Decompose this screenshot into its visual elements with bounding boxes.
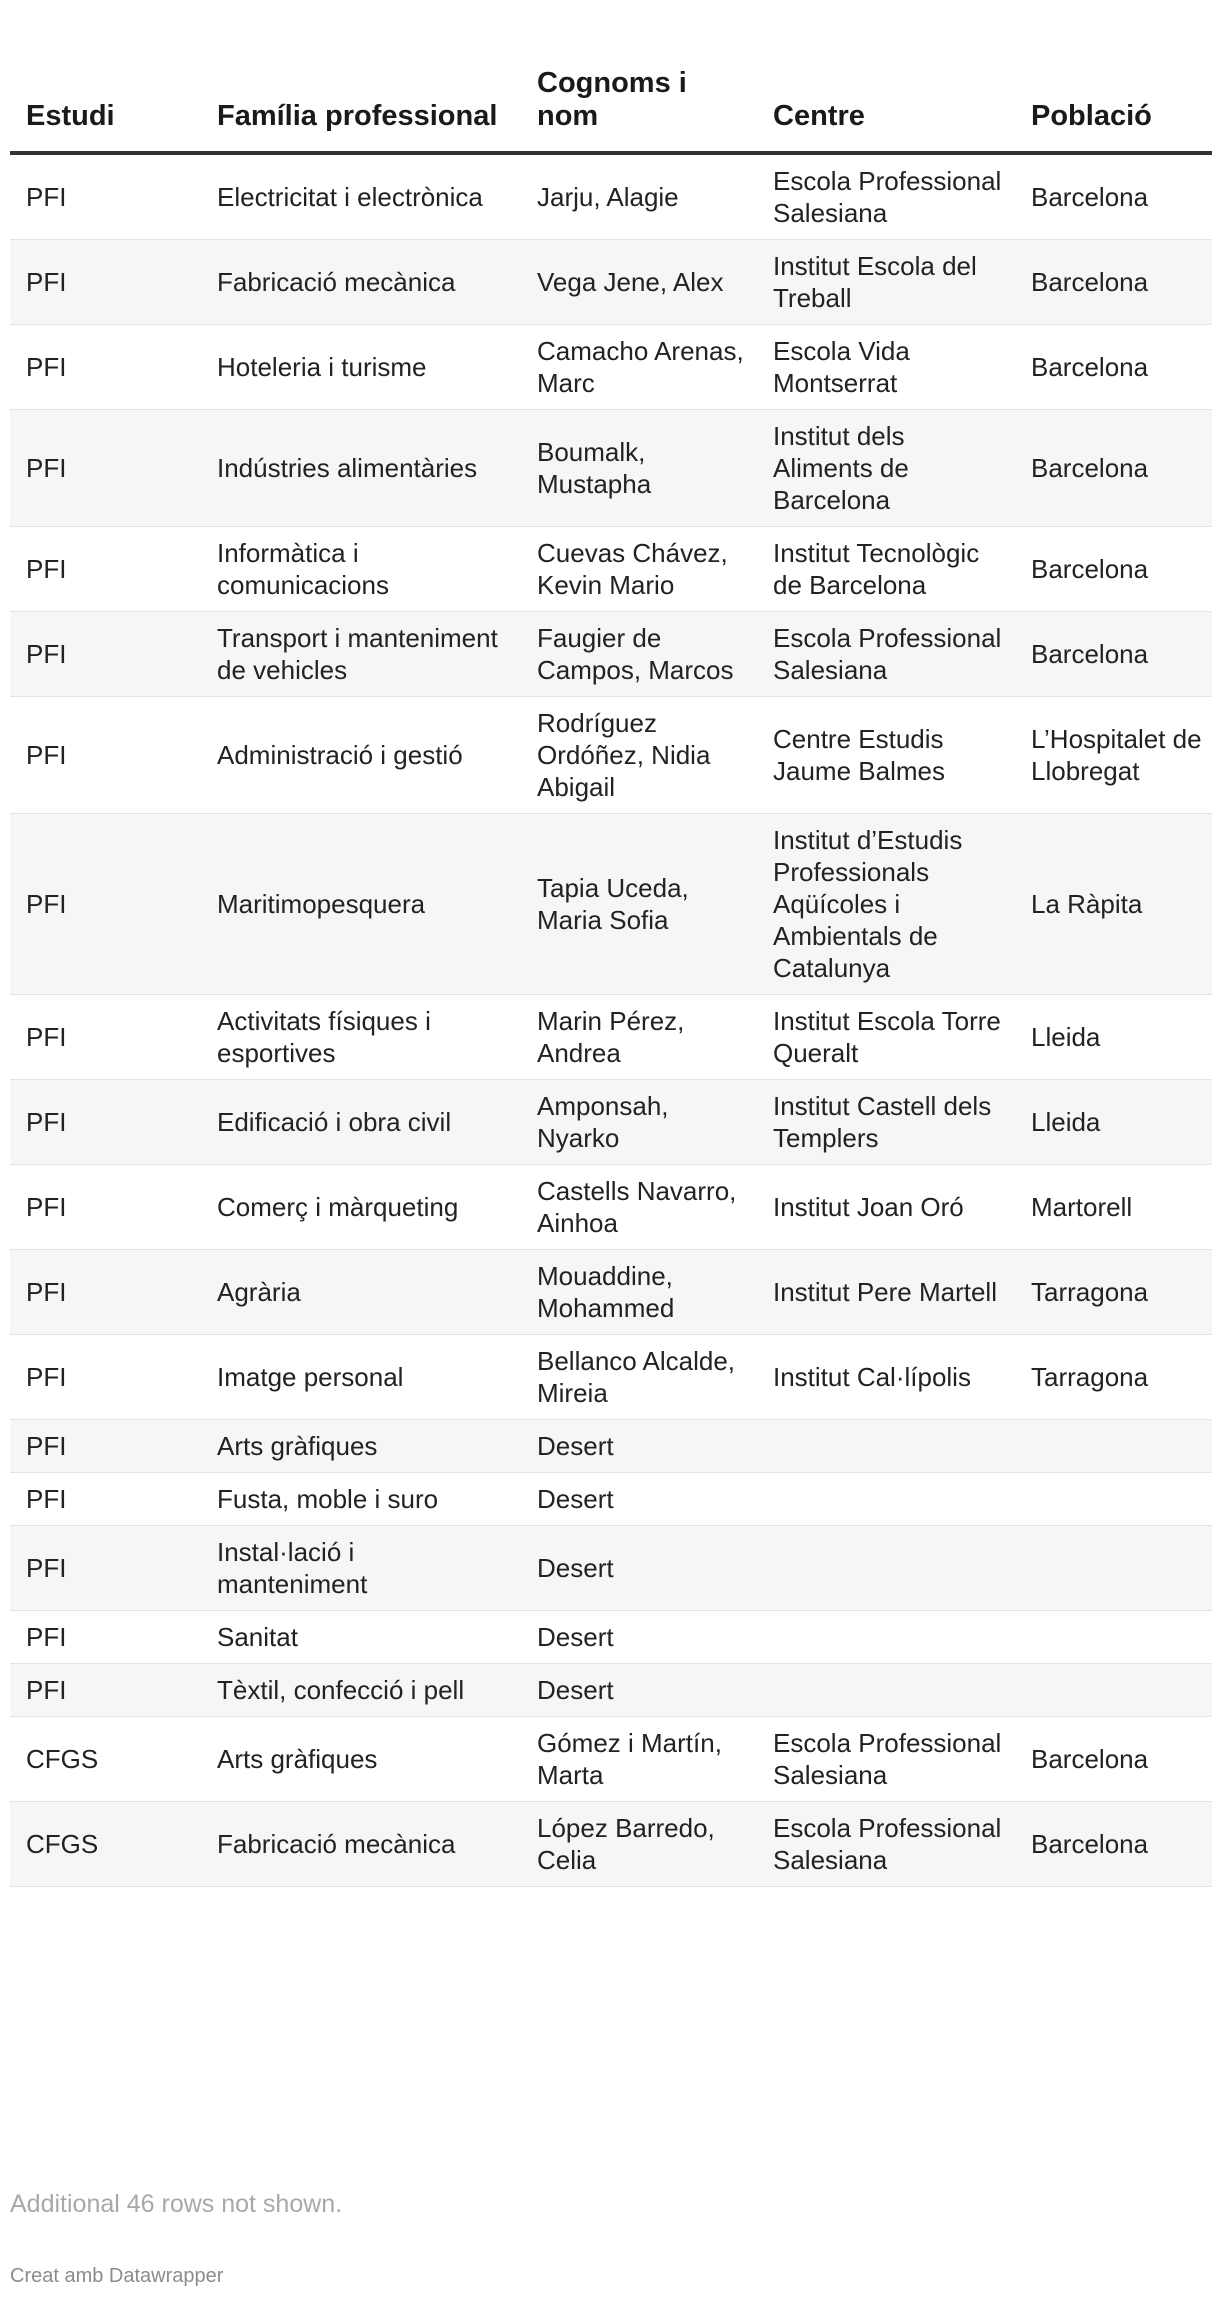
cell-estudi: PFI — [10, 240, 201, 325]
cell-cognoms: Camacho Arenas, Marc — [521, 325, 757, 410]
table-row — [10, 1526, 1212, 1611]
cell-familia: Fabricació mecànica — [201, 240, 521, 325]
cell-estudi: PFI — [10, 153, 201, 240]
cell-poblacio: Barcelona — [1015, 153, 1212, 240]
cell-familia: Arts gràfiques — [201, 1717, 521, 1802]
cell-familia: Administració i gestió — [201, 697, 521, 814]
table-row — [10, 995, 1212, 1080]
cell-poblacio: Barcelona — [1015, 1717, 1212, 1802]
cell-estudi: PFI — [10, 1526, 201, 1611]
cell-estudi: CFGS — [10, 1717, 201, 1802]
table-row — [10, 240, 1212, 325]
cell-centre — [757, 1420, 1015, 1473]
cell-estudi: PFI — [10, 1664, 201, 1717]
table-row — [10, 1611, 1212, 1664]
cell-familia: Fabricació mecànica — [201, 1802, 521, 1887]
cell-cognoms: Desert — [521, 1611, 757, 1664]
table-row — [10, 1080, 1212, 1165]
cell-centre: Escola Professional Salesiana — [757, 153, 1015, 240]
table-row — [10, 1250, 1212, 1335]
cell-familia: Comerç i màrqueting — [201, 1165, 521, 1250]
cell-poblacio: Lleida — [1015, 995, 1212, 1080]
cell-centre — [757, 1526, 1015, 1611]
cell-centre: Institut dels Aliments de Barcelona — [757, 410, 1015, 527]
cell-centre: Escola Professional Salesiana — [757, 1802, 1015, 1887]
cell-cognoms: Tapia Uceda, Maria Sofia — [521, 814, 757, 995]
cell-poblacio: Lleida — [1015, 1080, 1212, 1165]
credit-text: Creat amb Datawrapper — [10, 2265, 224, 2287]
cell-familia: Fusta, moble i suro — [201, 1473, 521, 1526]
cell-familia: Arts gràfiques — [201, 1420, 521, 1473]
cell-estudi: PFI — [10, 1165, 201, 1250]
cell-familia: Transport i manteniment de vehicles — [201, 612, 521, 697]
cell-estudi: PFI — [10, 697, 201, 814]
column-header-centre[interactable]: Centre — [757, 0, 1015, 153]
cell-centre: Institut Pere Martell — [757, 1250, 1015, 1335]
cell-poblacio: Barcelona — [1015, 1802, 1212, 1887]
cell-estudi: PFI — [10, 1250, 201, 1335]
cell-cognoms: Castells Navarro, Ainhoa — [521, 1165, 757, 1250]
table-row — [10, 1802, 1212, 1887]
cell-centre — [757, 1611, 1015, 1664]
cell-centre: Institut Cal·lípolis — [757, 1335, 1015, 1420]
table-row — [10, 612, 1212, 697]
cell-centre: Centre Estudis Jaume Balmes — [757, 697, 1015, 814]
cell-centre: Institut Escola Torre Queralt — [757, 995, 1015, 1080]
cell-cognoms: Boumalk, Mustapha — [521, 410, 757, 527]
column-header-poblacio[interactable]: Població — [1015, 0, 1212, 153]
table-container — [10, 0, 1212, 1887]
cell-centre: Escola Vida Montserrat — [757, 325, 1015, 410]
cell-familia: Electricitat i electrònica — [201, 153, 521, 240]
table-row — [10, 1717, 1212, 1802]
table-row — [10, 814, 1212, 995]
cell-poblacio — [1015, 1526, 1212, 1611]
table-row — [10, 325, 1212, 410]
cell-estudi: PFI — [10, 995, 201, 1080]
header-row — [10, 0, 1212, 153]
table-row — [10, 1165, 1212, 1250]
cell-poblacio — [1015, 1473, 1212, 1526]
cell-familia: Maritimopesquera — [201, 814, 521, 995]
cell-familia: Informàtica i comunicacions — [201, 527, 521, 612]
cell-cognoms: Desert — [521, 1420, 757, 1473]
cell-familia: Activitats físiques i esportives — [201, 995, 521, 1080]
cell-centre: Institut Joan Oró — [757, 1165, 1015, 1250]
cell-poblacio: Barcelona — [1015, 240, 1212, 325]
cell-cognoms: Jarju, Alagie — [521, 153, 757, 240]
table-row — [10, 1664, 1212, 1717]
cell-estudi: PFI — [10, 1335, 201, 1420]
cell-cognoms: Desert — [521, 1473, 757, 1526]
cell-poblacio: Barcelona — [1015, 527, 1212, 612]
cell-poblacio — [1015, 1420, 1212, 1473]
cell-poblacio — [1015, 1611, 1212, 1664]
cell-cognoms: Faugier de Campos, Marcos — [521, 612, 757, 697]
cell-familia: Imatge personal — [201, 1335, 521, 1420]
column-header-cognoms[interactable]: Cognoms i nom — [521, 0, 757, 153]
cell-cognoms: Gómez i Martín, Marta — [521, 1717, 757, 1802]
cell-poblacio: Barcelona — [1015, 325, 1212, 410]
cell-centre: Institut d’Estudis Professionals Aqüícoles i Ambientals de Catalunya — [757, 814, 1015, 995]
cell-estudi: PFI — [10, 1611, 201, 1664]
cell-estudi: PFI — [10, 527, 201, 612]
cell-centre: Institut Escola del Treball — [757, 240, 1015, 325]
table-body — [10, 153, 1212, 1887]
cell-cognoms: López Barredo, Celia — [521, 1802, 757, 1887]
table-row — [10, 697, 1212, 814]
cell-estudi: PFI — [10, 410, 201, 527]
cell-poblacio: Barcelona — [1015, 410, 1212, 527]
cell-familia: Edificació i obra civil — [201, 1080, 521, 1165]
table-row — [10, 1473, 1212, 1526]
cell-familia: Hoteleria i turisme — [201, 325, 521, 410]
cell-estudi: PFI — [10, 1420, 201, 1473]
cell-cognoms: Vega Jene, Alex — [521, 240, 757, 325]
cell-cognoms: Cuevas Chávez, Kevin Mario — [521, 527, 757, 612]
cell-estudi: PFI — [10, 325, 201, 410]
cell-poblacio — [1015, 1664, 1212, 1717]
cell-familia: Agrària — [201, 1250, 521, 1335]
cell-familia: Instal·lació i manteniment — [201, 1526, 521, 1611]
cell-centre: Institut Tecnològic de Barcelona — [757, 527, 1015, 612]
cell-poblacio: La Ràpita — [1015, 814, 1212, 995]
cell-centre — [757, 1664, 1015, 1717]
cell-estudi: PFI — [10, 814, 201, 995]
cell-cognoms: Marin Pérez, Andrea — [521, 995, 757, 1080]
cell-cognoms: Mouaddine, Mohammed — [521, 1250, 757, 1335]
table-header — [10, 0, 1212, 153]
cell-familia: Sanitat — [201, 1611, 521, 1664]
table-row — [10, 1335, 1212, 1420]
cell-estudi: PFI — [10, 612, 201, 697]
cell-poblacio: Barcelona — [1015, 612, 1212, 697]
cell-cognoms: Desert — [521, 1664, 757, 1717]
table-row — [10, 410, 1212, 527]
data-table — [10, 0, 1212, 1887]
cell-poblacio: L’Hospitalet de Llobregat — [1015, 697, 1212, 814]
cell-estudi: PFI — [10, 1080, 201, 1165]
table-row — [10, 153, 1212, 240]
cell-cognoms: Amponsah, Nyarko — [521, 1080, 757, 1165]
table-row — [10, 1420, 1212, 1473]
cell-centre: Escola Professional Salesiana — [757, 612, 1015, 697]
cell-centre — [757, 1473, 1015, 1526]
cell-familia: Indústries alimentàries — [201, 410, 521, 527]
cell-cognoms: Bellanco Alcalde, Mireia — [521, 1335, 757, 1420]
cell-poblacio: Tarragona — [1015, 1250, 1212, 1335]
cell-cognoms: Rodríguez Ordóñez, Nidia Abigail — [521, 697, 757, 814]
cell-centre: Escola Professional Salesiana — [757, 1717, 1015, 1802]
cell-estudi: CFGS — [10, 1802, 201, 1887]
cell-familia: Tèxtil, confecció i pell — [201, 1664, 521, 1717]
table-row — [10, 527, 1212, 612]
table-notes: Additional 46 rows not shown. — [10, 2190, 343, 2218]
column-header-estudi[interactable]: Estudi — [10, 0, 201, 153]
cell-poblacio: Martorell — [1015, 1165, 1212, 1250]
column-header-familia[interactable]: Família professional — [201, 0, 521, 153]
cell-poblacio: Tarragona — [1015, 1335, 1212, 1420]
cell-centre: Institut Castell dels Templers — [757, 1080, 1015, 1165]
cell-estudi: PFI — [10, 1473, 201, 1526]
cell-cognoms: Desert — [521, 1526, 757, 1611]
